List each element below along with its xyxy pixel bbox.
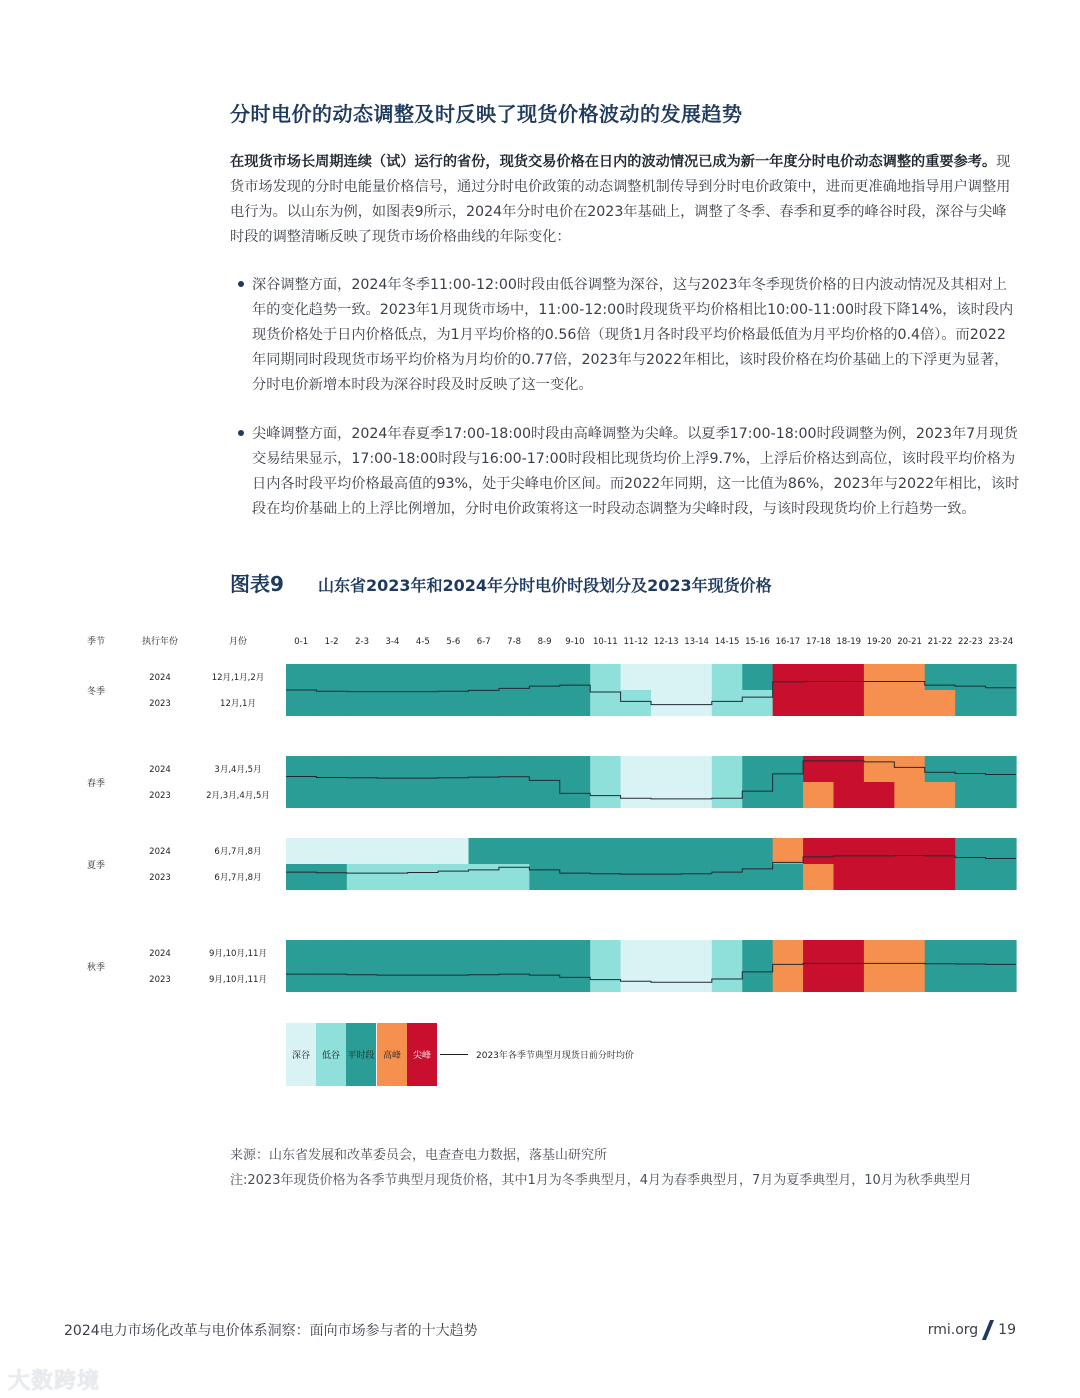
period-cell <box>864 940 895 966</box>
season-label: 夏季 <box>86 861 106 871</box>
period-cell <box>529 966 560 992</box>
note-line: 注:2023年现货价格为各季节典型月现货价格，其中1月为冬季典型月，4月为春季典型月，7月为夏季典型月，10月为秋季典型月 <box>230 1173 972 1188</box>
period-cell <box>469 664 500 690</box>
period-cell <box>377 690 408 716</box>
period-cell <box>529 940 560 966</box>
row-months-label: 12月,1月 <box>220 699 256 709</box>
period-cell <box>590 940 621 966</box>
period-cell <box>347 782 378 808</box>
period-cell <box>681 664 712 690</box>
period-cell <box>408 690 439 716</box>
header-months: 月份 <box>228 637 248 647</box>
period-cell <box>621 940 652 966</box>
period-cell <box>894 940 925 966</box>
period-cell <box>316 838 347 864</box>
hour-tick-label: 18-19 <box>836 637 862 647</box>
footer-right <box>928 1320 1016 1340</box>
row-months-label: 12月,1月,2月 <box>211 673 265 683</box>
row-months-label: 9月,10月,11月 <box>209 975 267 985</box>
period-cell <box>590 864 621 890</box>
intro-bold-text: 在现货市场长周期连续（试）运行的省份，现货交易价格在日内的波动情况已成为新一年度分时电价动态调整的重要参考。 <box>230 154 997 170</box>
period-cell <box>408 664 439 690</box>
period-cell <box>834 756 865 782</box>
period-cell <box>621 690 652 716</box>
row-months-label: 2月,3月,4月,5月 <box>206 791 270 801</box>
hour-tick-label: 0-1 <box>294 637 309 647</box>
period-cell <box>742 756 773 782</box>
period-cell <box>560 966 591 992</box>
hour-tick-label: 6-7 <box>476 637 491 647</box>
period-cell <box>925 966 956 992</box>
period-cell <box>651 690 682 716</box>
section-heading: 分时电价的动态调整及时反映了现货价格波动的发展趋势 <box>230 102 743 126</box>
period-cell <box>742 966 773 992</box>
footer-report-title: 2024电力市场化改革与电价体系洞察：面向市场参与者的十大趋势 <box>64 1323 478 1339</box>
period-cell <box>499 864 530 890</box>
period-cell <box>986 864 1017 890</box>
period-cell <box>681 756 712 782</box>
period-cell <box>681 690 712 716</box>
bullet-dot-icon <box>238 430 244 436</box>
period-cell <box>925 864 956 890</box>
period-cell <box>438 864 469 890</box>
hour-tick-label: 10-11 <box>593 637 618 647</box>
hour-tick-label: 13-14 <box>684 637 709 647</box>
season-label: 冬季 <box>86 687 106 697</box>
row-months-label: 6月,7月,8月 <box>214 847 262 857</box>
period-cell <box>408 966 439 992</box>
period-cell <box>438 838 469 864</box>
period-cell <box>560 940 591 966</box>
period-cell <box>742 690 773 716</box>
hour-tick-label: 8-9 <box>537 637 552 647</box>
figure-title: 山东省2023年和2024年分时电价时段划分及2023年现货价格 <box>318 576 772 595</box>
period-cell <box>742 940 773 966</box>
period-cell <box>864 690 895 716</box>
period-cell <box>438 966 469 992</box>
period-cell <box>894 782 925 808</box>
period-cell <box>803 864 834 890</box>
period-cell <box>803 690 834 716</box>
legend-spot-line-label: 2023年各季节典型月现货日前分时均价 <box>476 1051 634 1061</box>
period-cell <box>894 864 925 890</box>
period-cell <box>347 664 378 690</box>
period-cell <box>408 940 439 966</box>
period-cell <box>590 690 621 716</box>
period-cell <box>864 664 895 690</box>
period-cell <box>499 664 530 690</box>
period-cell <box>986 838 1017 864</box>
period-cell <box>773 782 804 808</box>
period-cell <box>803 940 834 966</box>
period-cell <box>803 838 834 864</box>
period-cell <box>986 690 1017 716</box>
period-cell <box>499 690 530 716</box>
period-cell <box>469 838 500 864</box>
period-cell <box>803 756 834 782</box>
hour-tick-label: 15-16 <box>745 637 770 647</box>
period-cell <box>316 940 347 966</box>
hour-tick-label: 14-15 <box>714 637 740 647</box>
period-cell <box>955 782 986 808</box>
row-months-label: 9月,10月,11月 <box>209 949 267 959</box>
period-cell <box>469 864 500 890</box>
row-months-label: 6月,7月,8月 <box>214 873 262 883</box>
row-months-label: 3月,4月,5月 <box>214 765 262 775</box>
period-cell <box>681 940 712 966</box>
period-cell <box>651 838 682 864</box>
period-cell <box>347 838 378 864</box>
row-year-label: 2023 <box>149 873 171 883</box>
period-cell <box>834 966 865 992</box>
period-cell <box>986 756 1017 782</box>
hour-tick-label: 7-8 <box>507 637 522 647</box>
bullet-peak: 尖峰调整方面，2024年春夏季17:00-18:00时段由高峰调整为尖峰。以夏季17:00-18:00时段调整为例，2023年7月现货交易结果显示，17:00-18:00时段与16:00-17:00时段相比现货均价上浮9.7%，上浮后价格达到高位，该时段平均价格为日内各时段平均价格最高值的93%，处于尖峰电价区间。而2022年同期，这一比值为86%，2023年与2022年相比，该时段在均价基础上的上浮比例增加，分时电价政策将这一时段动态调整为尖峰时段，与该时段现货均价上行趋势一致。 <box>252 426 1020 517</box>
period-cell <box>986 966 1017 992</box>
tou-period-chart <box>0 620 1080 1020</box>
header-season: 季节 <box>86 637 106 647</box>
period-cell <box>651 664 682 690</box>
period-cell <box>438 690 469 716</box>
period-cell <box>316 690 347 716</box>
period-cell <box>377 838 408 864</box>
period-cell <box>286 864 317 890</box>
row-year-label: 2024 <box>149 847 171 857</box>
hour-tick-label: 1-2 <box>324 637 339 647</box>
intro-paragraph <box>230 150 1020 250</box>
period-cell <box>955 864 986 890</box>
period-cell <box>712 664 743 690</box>
period-cell <box>894 690 925 716</box>
period-cell <box>316 664 347 690</box>
period-cell <box>590 664 621 690</box>
period-cell <box>894 838 925 864</box>
hour-tick-label: 22-23 <box>958 637 983 647</box>
hour-tick-label: 4-5 <box>415 637 430 647</box>
period-cell <box>986 782 1017 808</box>
hour-tick-label: 2-3 <box>355 637 369 647</box>
period-cell <box>560 690 591 716</box>
period-cell <box>621 664 652 690</box>
period-cell <box>712 864 743 890</box>
period-cell <box>925 782 956 808</box>
period-cell <box>590 966 621 992</box>
row-year-label: 2023 <box>149 975 171 985</box>
period-cell <box>408 782 439 808</box>
period-cell <box>621 966 652 992</box>
legend-flat: 平时段 <box>346 1023 376 1086</box>
watermark: 大数跨境 <box>8 1369 101 1394</box>
slash-icon <box>982 1320 994 1340</box>
period-cell <box>712 782 743 808</box>
legend-peak: 高峰 <box>377 1023 407 1086</box>
period-cell <box>651 966 682 992</box>
period-cell <box>529 782 560 808</box>
period-cell <box>803 664 834 690</box>
period-cell <box>469 690 500 716</box>
period-cell <box>681 782 712 808</box>
period-cell <box>377 940 408 966</box>
period-cell <box>590 838 621 864</box>
period-cell <box>894 756 925 782</box>
period-cell <box>469 966 500 992</box>
period-cell <box>925 756 956 782</box>
period-cell <box>742 838 773 864</box>
period-cell <box>560 838 591 864</box>
period-cell <box>742 782 773 808</box>
period-cell <box>621 782 652 808</box>
period-cell <box>773 838 804 864</box>
period-cell <box>925 838 956 864</box>
period-cell <box>469 782 500 808</box>
period-cell <box>621 838 652 864</box>
period-cell <box>955 940 986 966</box>
period-cell <box>925 664 956 690</box>
period-cell <box>438 940 469 966</box>
bullet-dot-icon <box>238 281 244 287</box>
page-number: 19 <box>998 1322 1016 1338</box>
period-cell <box>834 664 865 690</box>
period-cell <box>834 864 865 890</box>
period-cell <box>590 756 621 782</box>
period-cell <box>560 864 591 890</box>
period-cell <box>469 940 500 966</box>
period-cell <box>377 966 408 992</box>
row-year-label: 2023 <box>149 791 171 801</box>
period-cell <box>834 838 865 864</box>
period-cell <box>408 864 439 890</box>
legend-deep-valley: 深谷 <box>286 1023 316 1086</box>
period-cell <box>773 940 804 966</box>
period-cell <box>408 838 439 864</box>
header-year: 执行年份 <box>141 637 179 647</box>
period-cell <box>499 756 530 782</box>
period-cell <box>286 966 317 992</box>
figure-label: 图表9 <box>230 572 284 596</box>
period-cell <box>986 664 1017 690</box>
hour-tick-label: 17-18 <box>805 637 831 647</box>
period-cell <box>681 838 712 864</box>
period-cell <box>955 838 986 864</box>
period-cell <box>925 940 956 966</box>
period-cell <box>864 782 895 808</box>
period-cell <box>864 838 895 864</box>
period-cell <box>286 664 317 690</box>
period-cell <box>286 940 317 966</box>
hour-tick-label: 16-17 <box>775 637 801 647</box>
period-cell <box>773 864 804 890</box>
period-cell <box>286 838 317 864</box>
bullet-deep-valley: 深谷调整方面，2024年冬季11:00-12:00时段由低谷调整为深谷，这与2023年冬季现货价格的日内波动情况及其相对上年的变化趋势一致。2023年1月现货市场中，11:00-12:00时段现货平均价格相比10:00-11:00时段下降14%，该时段内现货价格处于日内价格低点，为1月平均价格的0.56倍（现货1月各时段平均价格最低值为月平均价格的0.4倍）。而2022年同期同时段现货市场平均价格为月均价的0.77倍，2023年与2022年相比，该时段价格在均价基础上的下浮更为显著，分时电价新增本时段为深谷时段及时反映了这一变化。 <box>252 277 1014 393</box>
source-line: 来源：山东省发展和改革委员会，电查查电力数据，落基山研究所 <box>230 1148 608 1163</box>
period-cell <box>834 782 865 808</box>
period-cell <box>925 690 956 716</box>
period-cell <box>773 966 804 992</box>
season-label: 春季 <box>86 779 106 789</box>
period-cell <box>560 756 591 782</box>
hour-tick-label: 21-22 <box>927 637 953 647</box>
period-cell <box>773 690 804 716</box>
period-cell <box>834 940 865 966</box>
period-cell <box>773 756 804 782</box>
period-cell <box>560 664 591 690</box>
legend-valley: 低谷 <box>316 1023 346 1086</box>
period-cell <box>438 664 469 690</box>
period-cell <box>286 756 317 782</box>
period-cell <box>712 838 743 864</box>
period-cell <box>651 864 682 890</box>
row-year-label: 2023 <box>149 699 171 709</box>
intro-rest-text: 现货市场发现的分时电能量价格信号，通过分时电价政策的动态调整机制传导到分时电价政策中，进而更准确地指导用户调整用电行为。以山东为例，如图表9所示，2024年分时电价在2023年基础上，调整了冬季、春季和夏季的峰谷时段，深谷与尖峰时段的调整清晰反映了现货市场价格曲线的年际变化： <box>230 154 1011 245</box>
row-year-label: 2024 <box>149 673 171 683</box>
legend-critical-peak: 尖峰 <box>407 1023 437 1086</box>
period-cell <box>316 756 347 782</box>
period-cell <box>499 966 530 992</box>
row-year-label: 2024 <box>149 949 171 959</box>
period-cell <box>651 782 682 808</box>
period-cell <box>469 756 500 782</box>
period-cell <box>529 690 560 716</box>
season-label: 秋季 <box>86 963 106 973</box>
period-cell <box>621 756 652 782</box>
hour-tick-label: 12-13 <box>653 637 679 647</box>
period-cell <box>347 940 378 966</box>
period-cell <box>681 966 712 992</box>
period-cell <box>347 966 378 992</box>
period-cell <box>499 782 530 808</box>
period-cell <box>621 864 652 890</box>
period-cell <box>347 864 378 890</box>
period-cell <box>864 864 895 890</box>
hour-tick-label: 3-4 <box>385 637 400 647</box>
row-year-label: 2024 <box>149 765 171 775</box>
period-cell <box>377 664 408 690</box>
hour-tick-label: 23-24 <box>988 637 1014 647</box>
period-cell <box>316 864 347 890</box>
period-cell <box>712 690 743 716</box>
period-cell <box>894 966 925 992</box>
period-cell <box>316 966 347 992</box>
period-cell <box>986 940 1017 966</box>
hour-tick-label: 5-6 <box>446 637 461 647</box>
period-cell <box>377 782 408 808</box>
period-cell <box>803 966 834 992</box>
period-cell <box>742 664 773 690</box>
hour-tick-label: 11-12 <box>623 637 649 647</box>
period-cell <box>955 756 986 782</box>
period-cell <box>773 664 804 690</box>
hour-tick-label: 19-20 <box>866 637 892 647</box>
period-cell <box>529 756 560 782</box>
period-cell <box>955 966 986 992</box>
period-cell <box>894 664 925 690</box>
period-cell <box>651 756 682 782</box>
period-cell <box>712 756 743 782</box>
period-cell <box>955 690 986 716</box>
period-cell <box>712 940 743 966</box>
period-cell <box>286 782 317 808</box>
period-cell <box>499 838 530 864</box>
legend-spot-line <box>440 1054 468 1055</box>
period-cell <box>347 690 378 716</box>
period-cell <box>742 864 773 890</box>
footer-site-link[interactable]: rmi.org <box>927 1322 979 1338</box>
period-cell <box>681 864 712 890</box>
period-cell <box>864 966 895 992</box>
period-cell <box>529 838 560 864</box>
hour-tick-label: 20-21 <box>897 637 922 647</box>
period-cell <box>377 864 408 890</box>
period-cell <box>316 782 347 808</box>
period-cell <box>286 690 317 716</box>
period-cell <box>803 782 834 808</box>
hour-tick-label: 9-10 <box>565 637 585 647</box>
period-cell <box>834 690 865 716</box>
period-cell <box>529 864 560 890</box>
period-cell <box>499 940 530 966</box>
period-cell <box>560 782 591 808</box>
period-cell <box>438 782 469 808</box>
period-cell <box>651 940 682 966</box>
period-cell <box>590 782 621 808</box>
period-cell <box>864 756 895 782</box>
